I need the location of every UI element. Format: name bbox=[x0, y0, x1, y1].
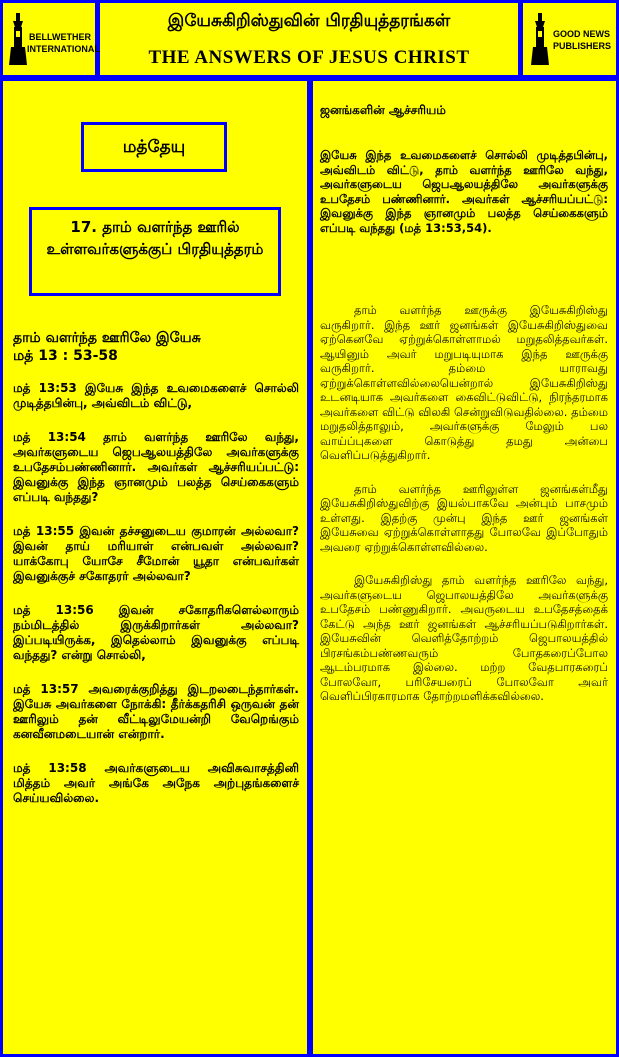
good-news-logo bbox=[523, 3, 616, 75]
header-title-english: THE ANSWERS OF JESUS CHRIST bbox=[148, 47, 470, 68]
tower-icon bbox=[9, 13, 27, 65]
page-header bbox=[100, 3, 518, 75]
tower-icon bbox=[531, 13, 549, 65]
reference-heading bbox=[13, 329, 299, 365]
verse-56: மத் 13:56 இவன் சகோதரிகளெல்லாரும் நம்மிடத்தில் இருக்கிறார்கள் அல்லவா? இப்படியிருக்க, இதெல்லாம் இவனுக்கு எப்படி வந்தது? என்று சொல்லி, bbox=[13, 603, 299, 662]
reference-line2: மத் 13 : 53-58 bbox=[13, 348, 118, 364]
logo-left-line2: INTERNATIONAL bbox=[27, 44, 100, 54]
logo-right-line1: GOOD NEWS bbox=[553, 29, 611, 39]
verse-58: மத் 13:58 அவர்களுடைய அவிசுவாசத்தினி மித்தம் அவர் அங்கே அநேக அற்புதங்களைச் செய்யவில்லை. bbox=[13, 761, 299, 805]
verse-54: மத் 13:54 தாம் வளர்ந்த ஊரிலே வந்து, அவர்களுடைய ஜெபஆலயத்திலே அவர்களுக்கு உபதேசம்பண்ணினார். அவர்கள் ஆச்சரியப்பட்டு: இவனுக்கு இந்த ஞானமும் பலத்த செய்கைகளும் எப்படி வந்தது? bbox=[13, 430, 299, 504]
left-column bbox=[3, 81, 307, 1054]
reference-line1: தாம் வளர்ந்த ஊரிலே இயேசு bbox=[13, 330, 201, 346]
logo-left-line1: BELLWETHER bbox=[29, 32, 91, 42]
commentary-paragraph: தாம் வளர்ந்த ஊருக்கு இயேசுகிறிஸ்து வருகிறார். இந்த ஊர் ஜனங்கள் இயேசுகிறிஸ்துவை ஏற்கெனவே ஏற்றுக்கொள்ளாமல் மறுதலித்தவர்கள். ஆயினும் அவர் மறுபடியுமாக இந்த ஊருக்கு வருகிறார். தம்மை யாராவது ஏற்றுக்கொள்ளவில்லையென்றால் இயேசுகிறிஸ்து உடனடியாக அவர்களை கைவிட்டுவிட்டு, நிரந்தரமாக அவர்களை விட்டு விலகி சென்றுவிடுவதில்லை. தம்மை மறுதலித்தாலும், அவர்களுக்கு மேலும் பல வாய்ப்புகளை கொடுத்து தமது அன்பை வெளிப்படுத்துகிறார். bbox=[320, 303, 608, 462]
verse-57: மத் 13:57 அவரைக்குறித்து இடறலடைந்தார்கள். இயேசு அவர்களை நோக்கி: தீர்க்கதரிசி ஒருவன் தன் ஊரிலும் தன் வீட்டிலுமேயன்றி வேறெங்கும் கனவீனமடையான் என்றார். bbox=[13, 682, 299, 741]
verse-55: மத் 13:55 இவன் தச்சனுடைய குமாரன் அல்லவா? இவன் தாய் மரியாள் என்பவள் அல்லவா? யாக்கோபு யோசே சீமோன் யூதா என்பவர்கள் இவனுக்குச் சகோதரர் அல்லவா? bbox=[13, 524, 299, 583]
commentary-paragraph: இயேசுகிறிஸ்து தாம் வளர்ந்த ஊரிலே வந்து, அவர்களுடைய ஜெபாலயத்திலே அவர்களுக்கு உபதேசம் பண்ணுகிறார். அவருடைய உபதேசத்தைக் கேட்டு அந்த ஊர் ஜனங்கள் ஆச்சரியப்படுகிறார்கள். இயேசுவின் வெளித்தோற்றம் ஜெபாலயத்தில் பிரசங்கம்பண்ணவரும் போதகரைப்போல ஆடம்பரமாக இல்லை. மற்ற வேதபாரகரைப் போலவோ, பரிசேயரைப் போலவோ அவர் வெளிப்பிரகாரமாக தோற்றமளிக்கவில்லை. bbox=[320, 573, 608, 703]
commentary bbox=[320, 303, 608, 723]
scripture-quote: இயேசு இந்த உவமைகளைச் சொல்லி முடித்தபின்பு, அவ்விடம் விட்டு, தாம் வளர்ந்த ஊரிலே வந்து, அவர்களுடைய ஜெபஆலயத்திலே அவர்களுக்கு உபதேசம் பண்ணினார். அவர்கள் ஆச்சரியப்பட்டு: இவனுக்கு இந்த ஞானமும் பலத்த செய்கைகளும் எப்படி வந்தது (மத் 13:53,54). bbox=[320, 148, 608, 235]
header-title-tamil: இயேசுகிறிஸ்துவின் பிரதியுத்தரங்கள் bbox=[167, 11, 451, 31]
book-title: மத்தேயு bbox=[81, 122, 227, 172]
verse-list bbox=[13, 381, 299, 825]
logo-right-line2: PUBLISHERS bbox=[553, 41, 612, 51]
right-column bbox=[313, 81, 616, 1054]
bellwether-logo bbox=[3, 3, 100, 75]
chapter-title: 17. தாம் வளர்ந்த ஊரில் உள்ளவர்களுக்குப் பிரதியுத்தரம் bbox=[29, 207, 281, 296]
commentary-paragraph: தாம் வளர்ந்த ஊரிலுள்ள ஜனங்கள்மீது இயேசுகிறிஸ்துவிற்கு இயல்பாகவே அன்பும் பாசமும் உள்ளது. இதற்கு முன்பு இந்த ஊர் ஜனங்கள் இயேசுவை ஏற்றுக்கொள்ளாதது போலவே இப்போதும் அவரை ஏற்றுக்கொள்ளவில்லை. bbox=[320, 481, 608, 554]
section-title: ஜனங்களின் ஆச்சரியம் bbox=[320, 103, 446, 117]
verse-53: மத் 13:53 இயேசு இந்த உவமைகளைச் சொல்லி முடித்தபின்பு, அவ்விடம் விட்டு, bbox=[13, 381, 299, 410]
